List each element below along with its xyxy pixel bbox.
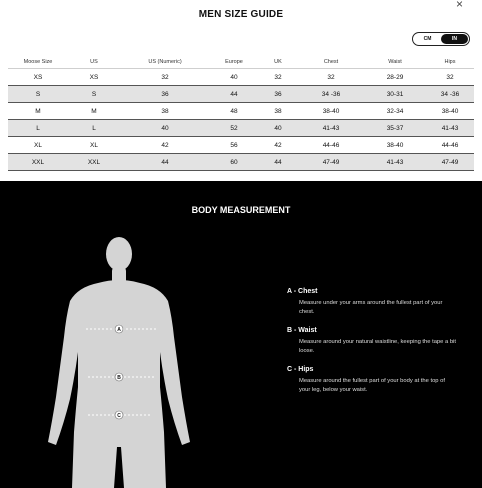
table-cell: 34 -36 bbox=[426, 86, 474, 103]
marker-a bbox=[115, 325, 123, 333]
table-cell: 40 bbox=[210, 69, 258, 86]
table-cell: 38-40 bbox=[426, 103, 474, 120]
table-cell: 60 bbox=[210, 154, 258, 171]
measurement-description: Measure around your natural waistline, keeping the tape a bit loose. bbox=[299, 339, 456, 354]
column-header: Europe bbox=[225, 59, 243, 65]
measurement-label: A - Chest bbox=[287, 288, 318, 295]
table-cell: 38-40 bbox=[298, 103, 364, 120]
table-cell: 44 bbox=[258, 154, 298, 171]
table-row bbox=[8, 120, 474, 137]
unit-option-cm[interactable]: CM bbox=[414, 34, 441, 44]
table-header-row bbox=[8, 56, 474, 69]
table-row bbox=[8, 103, 474, 120]
table-cell: 32 bbox=[426, 69, 474, 86]
table-cell: 32-34 bbox=[364, 103, 426, 120]
table-cell: 41-43 bbox=[298, 120, 364, 137]
measurement-description: Measure around the fullest part of your body at the top of your leg, below your waist. bbox=[299, 378, 445, 393]
table-cell: 44-46 bbox=[426, 137, 474, 154]
table-cell: 42 bbox=[258, 137, 298, 154]
table-cell: 36 bbox=[258, 86, 298, 103]
table-cell: 34 -36 bbox=[298, 86, 364, 103]
measurement-description: Measure under your arms around the fullest part of your chest. bbox=[299, 300, 443, 315]
page-title: MEN SIZE GUIDE bbox=[198, 9, 284, 20]
table-cell: 48 bbox=[210, 103, 258, 120]
measurement-item-chest bbox=[287, 288, 457, 317]
marker-c bbox=[115, 411, 123, 419]
table-cell: XL bbox=[8, 137, 68, 154]
size-guide-panel bbox=[0, 0, 482, 180]
table-cell: S bbox=[68, 86, 120, 103]
table-cell: 42 bbox=[120, 137, 210, 154]
body-measurement-panel bbox=[0, 181, 482, 488]
marker-a-label: A bbox=[117, 327, 121, 334]
table-cell: 40 bbox=[120, 120, 210, 137]
table-row bbox=[8, 86, 474, 103]
measurement-item-hips bbox=[287, 366, 457, 395]
table-row bbox=[8, 137, 474, 154]
close-icon[interactable]: × bbox=[456, 0, 464, 11]
table-row bbox=[8, 154, 474, 171]
measurement-list bbox=[287, 288, 457, 405]
column-header: Chest bbox=[323, 59, 339, 65]
marker-c-label: C bbox=[117, 413, 121, 420]
unit-option-in[interactable]: IN bbox=[441, 34, 468, 44]
size-table bbox=[8, 56, 474, 171]
unit-toggle[interactable] bbox=[412, 32, 470, 46]
table-cell: 38 bbox=[258, 103, 298, 120]
table-row bbox=[8, 69, 474, 86]
column-header: UK bbox=[274, 59, 282, 65]
measurement-label: C - Hips bbox=[287, 366, 314, 373]
table-cell: 28-29 bbox=[364, 69, 426, 86]
body-silhouette bbox=[48, 237, 190, 488]
table-cell: 38-40 bbox=[364, 137, 426, 154]
table-cell: 44-46 bbox=[298, 137, 364, 154]
marker-b-label: B bbox=[117, 375, 121, 382]
table-cell: 40 bbox=[258, 120, 298, 137]
table-cell: 35-37 bbox=[364, 120, 426, 137]
measurement-label: B - Waist bbox=[287, 327, 317, 334]
table-cell: 32 bbox=[120, 69, 210, 86]
measurement-item-waist bbox=[287, 327, 457, 356]
table-cell: 32 bbox=[298, 69, 364, 86]
column-header: US (Numeric) bbox=[148, 59, 182, 65]
section-title: BODY MEASUREMENT bbox=[191, 205, 291, 215]
table-cell: L bbox=[8, 120, 68, 137]
table-cell: XXL bbox=[68, 154, 120, 171]
table-cell: L bbox=[68, 120, 120, 137]
table-cell: 47-49 bbox=[298, 154, 364, 171]
table-cell: 52 bbox=[210, 120, 258, 137]
column-header: US bbox=[90, 59, 98, 65]
table-cell: XL bbox=[68, 137, 120, 154]
table-cell: 36 bbox=[120, 86, 210, 103]
table-cell: M bbox=[8, 103, 68, 120]
table-cell: 30-31 bbox=[364, 86, 426, 103]
table-cell: XS bbox=[8, 69, 68, 86]
table-cell: XS bbox=[68, 69, 120, 86]
table-cell: 32 bbox=[258, 69, 298, 86]
table-cell: 41-43 bbox=[364, 154, 426, 171]
table-cell: XXL bbox=[8, 154, 68, 171]
table-cell: 47-49 bbox=[426, 154, 474, 171]
table-cell: M bbox=[68, 103, 120, 120]
body-figure-illustration bbox=[48, 237, 198, 488]
column-header: Hips bbox=[444, 59, 456, 65]
column-header: Waist bbox=[388, 59, 402, 65]
marker-b bbox=[115, 373, 123, 381]
table-cell: 38 bbox=[120, 103, 210, 120]
table-cell: S bbox=[8, 86, 68, 103]
column-header: Moose Size bbox=[23, 59, 53, 65]
table-cell: 44 bbox=[210, 86, 258, 103]
table-cell: 41-43 bbox=[426, 120, 474, 137]
table-cell: 44 bbox=[120, 154, 210, 171]
table-cell: 56 bbox=[210, 137, 258, 154]
